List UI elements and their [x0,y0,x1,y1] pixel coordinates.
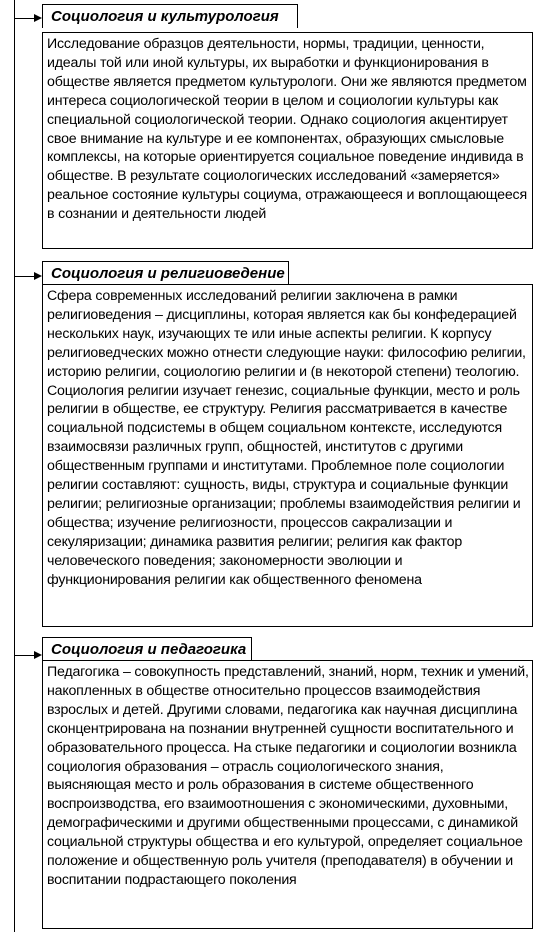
section-title-religious-studies: Социология и религиоведение [42,261,289,285]
section-title-culturology: Социология и культурология [42,4,298,28]
section-text-pedagogy: Педагогика – совокупность представлений, знаний, норм, техник и умений, накопленных в обществе относительно процессов взаимодействия взрослых и детей. Другими словами, педагогика как научная дисциплина сконцентрирована на познании внутренней сущности воспитательного и образовательного процесса. На стыке педагогики и социологии возникла социология образования – отрасль социологического знания, выясняющая место и роль образования в системе общественного воспроизводства, его взаимоотношения с экономическими, духовными, демографическими и другими общественными процессами, с динамикой социальной структуры общества и его культурой, определяет социальное положение и общественную роль учителя (преподавателя) в обучении и воспитании подрастающего поколения [42,660,533,929]
connector-arrow-culturology [14,18,34,19]
section-text-religious-studies: Сфера современных исследований религии заключена в рамки религиоведения – дисциплины, которая является как бы конфедерацией нескольких наук, изучающих те или иные аспекты религии. К корпусу религиоведческих можно отнести следующие науки: философию религии, историю религии, социологию религии и (в некоторой степени) теологию. Социология религии изучает генезис, социальные функции, место и роль религии в обществе, ее структуру. Религия рассматривается в качестве социальной подсистемы в общем социальном контексте, исследуются взаимосвязи различных групп, общностей, институтов с другими общественным группами и институтами. Проблемное поле социологии религии составляют: сущность, виды, структура и социальные функции религии; религиозные организации; проблемы взаимодействия религии и общества; изучение религиозности, процессов сакрализации и секуляризации; динамика развития религии; религия как фактор человеческого поведения; закономерности эволюции и функционирования религии как общественного феномена [42,284,533,627]
main-connector-line [14,0,15,932]
section-text-culturology: Исследование образцов деятельности, нормы, традиции, ценности, идеалы той или иной культуры, их выработки и функционирования в обществе является предметом культурологи. Они же являются предметом интереса социологической теории в целом и социологии культуры как специальной социологической теории. Однако социология акцентирует свое внимание на культуре и ее компонентах, образующих смысловые комплексы, на которые ориентируется социальное поведение индивида в обществе. В результате социологических исследований «замеряется» реальное состояние культуры социума, отражающееся и воплощающееся в сознании и деятельности людей [42,32,533,249]
section-title-pedagogy: Социология и педагогика [42,637,252,661]
connector-arrow-pedagogy [14,655,34,656]
connector-arrow-religious-studies [14,276,34,277]
